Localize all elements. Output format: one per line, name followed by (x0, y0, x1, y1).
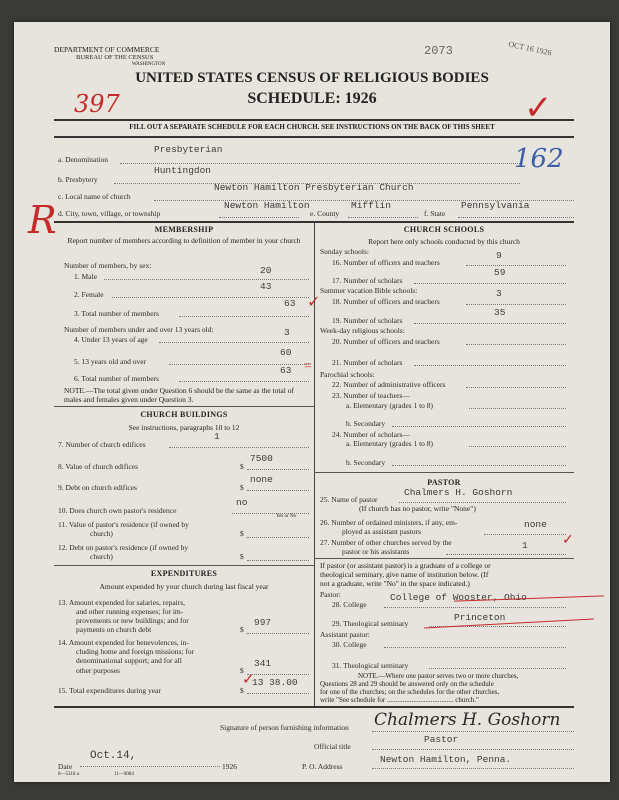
q26-label-a: 26. Number of ordained ministers, if any, em- (320, 518, 458, 527)
official-title-value: Pastor (424, 734, 459, 745)
q22-label: 22. Number of administrative officers (332, 380, 446, 389)
schools-title: CHURCH SCHOOLS (403, 225, 485, 234)
pastor-head-label: Pastor: (320, 590, 341, 599)
q13-dollar: $ (240, 625, 244, 634)
q15-label: 15. Total expenditures during year (58, 686, 161, 695)
q24b-label: b. Secondary (346, 458, 386, 467)
instruction-line: FILL OUT A SEPARATE SCHEDULE FOR EACH CHURCH. SEE INSTRUCTIONS ON THE BACK OF THIS SHEET (129, 123, 495, 131)
q13-label-c: provements or new buildings; and for (76, 616, 189, 625)
q13-label-d: payments on church debt (76, 625, 152, 634)
q15-value: 13 38.00 (252, 677, 298, 688)
date-year: 1926 (222, 762, 237, 771)
signature-label: Signature of person furnishing information (220, 723, 349, 732)
q2-label: 2. Female (74, 290, 104, 299)
q21-label: 21. Number of scholars (332, 358, 403, 367)
county-label: e. County (310, 209, 340, 218)
q14-label-b: cluding home and foreign missions; for (76, 647, 195, 656)
q8-value: 7500 (250, 453, 273, 464)
q6-marks: = (304, 359, 312, 374)
q9-dollar: $ (240, 483, 244, 492)
county-value: Mifflin (351, 200, 391, 211)
q3-label: 3. Total number of members (74, 309, 159, 318)
q14-label-d: other purposes (76, 666, 120, 675)
state-label: f. State (424, 209, 446, 218)
q17-label: 17. Number of scholars (332, 276, 403, 285)
q16-value: 9 (496, 250, 502, 261)
hand-r: R (28, 198, 57, 242)
weekday-label: Week-day religious schools: (320, 326, 405, 335)
q10-label: 10. Does church own pastor's residence (58, 506, 177, 515)
q15-dollar: $ (240, 686, 244, 695)
q27-value: 1 (522, 540, 528, 551)
q11-dollar: $ (240, 529, 244, 538)
q20-label: 20. Number of officers and teachers (332, 337, 440, 346)
q7-label: 7. Number of church edifices (58, 440, 146, 449)
q26-label-b: ployed as assistant pastors (342, 527, 421, 536)
q23b-label: b. Secondary (346, 419, 386, 428)
form-number: 8—5318 a (58, 772, 79, 777)
schedule-title: SCHEDULE: 1926 (247, 90, 377, 107)
age-head-label: Number of members under and over 13 years old: (64, 325, 214, 334)
presbytery-value: Huntingdon (154, 165, 212, 176)
q7-value: 1 (214, 431, 220, 442)
pastor-note-b: Questions 28 and 29 should be answered only on the schedule (320, 680, 494, 688)
q3-check: ✓ (307, 294, 321, 311)
state-value: Pennsylvania (461, 200, 530, 211)
q13-label-b: and other running expenses; for im- (76, 607, 184, 616)
q6-value: 63 (280, 365, 292, 376)
summer-label: Summer vacation Bible schools: (320, 286, 418, 295)
q18-value: 3 (496, 288, 502, 299)
q14-label-c: denominational support; and for all (76, 656, 182, 665)
print-number: 11—9084 (114, 772, 134, 777)
q23-label: 23. Number of teachers— (332, 391, 410, 400)
q8-label: 8. Value of church edifices (58, 462, 139, 471)
sunday-label: Sunday schools: (320, 247, 369, 256)
check-mark: ✓ (524, 90, 553, 127)
city-town-label: d. City, town, village, or township (58, 209, 161, 218)
q12-label-b: church) (90, 552, 113, 561)
census-form (14, 22, 610, 782)
grad-text-c: not a graduate, write "No" in the space indicated.) (320, 579, 470, 588)
bureau-label: BUREAU OF THE CENSUS (76, 54, 154, 61)
q1-label: 1. Male (74, 272, 97, 281)
serial-number: 2073 (424, 44, 453, 58)
q25-label: 25. Name of pastor (320, 495, 378, 504)
dept-label: DEPARTMENT OF COMMERCE (54, 45, 160, 54)
q29-label: 29. Theological seminary (332, 619, 409, 628)
membership-subtitle: Report number of members according to definition of member in your church (67, 236, 301, 245)
yes-no-hint: Yes or No (276, 514, 297, 519)
schools-subtitle: Report here only schools conducted by this church (368, 237, 520, 246)
q15-check: ✓ (242, 672, 255, 688)
q9-value: none (250, 474, 273, 485)
hand-number: 397 (74, 90, 120, 118)
pastor-note-d: write "See schedule for ...................................... church." (320, 696, 479, 704)
q9-label: 9. Debt on church edifices (58, 483, 137, 492)
q24-label: 24. Number of scholars— (332, 430, 410, 439)
q13-label-a: 13. Amount expended for salaries, repairs, (58, 598, 186, 607)
q28-value: College of Wooster, Ohio (390, 592, 527, 603)
expenditures-title: EXPENDITURES (150, 569, 218, 578)
city-town-value: Newton Hamilton (224, 200, 310, 211)
q19-label: 19. Number of scholars (332, 316, 403, 325)
q4-label: 4. Under 13 years of age (74, 335, 148, 344)
q12-dollar: $ (240, 552, 244, 561)
q5-label: 5. 13 years old and over (74, 357, 147, 366)
local-name-value: Newton Hamilton Presbyterian Church (214, 182, 414, 193)
q18-label: 18. Number of officers and teachers (332, 297, 440, 306)
q28-label: 28. College (332, 600, 367, 609)
received-stamp: OCT 16 1926 (507, 39, 553, 58)
q29-value: Princeton (454, 612, 506, 623)
buildings-title: CHURCH BUILDINGS (140, 410, 228, 419)
q17-value: 59 (494, 267, 506, 278)
signature-value: Chalmers H. Goshorn (374, 710, 561, 730)
hand-162: 162 (514, 144, 564, 174)
parochial-label: Parochial schools: (320, 370, 375, 379)
q24a-label: a. Elementary (grades 1 to 8) (346, 439, 434, 448)
expenditures-subtitle: Amount expended by your church during last fiscal year (99, 582, 269, 591)
q1-value: 20 (260, 265, 272, 276)
form-title: UNITED STATES CENSUS OF RELIGIOUS BODIES (135, 70, 489, 86)
q30-label: 30. College (332, 640, 367, 649)
denomination-value: Presbyterian (154, 144, 223, 155)
po-address-label: P. O. Address (302, 762, 343, 771)
q25-value: Chalmers H. Goshorn (404, 487, 513, 498)
q31-label: 31. Theological seminary (332, 661, 409, 670)
pastor-title: PASTOR (427, 478, 461, 487)
grad-text-a: If pastor (or assistant pastor) is a graduate of a college or (320, 561, 491, 570)
q8-dollar: $ (240, 462, 244, 471)
q11-label-b: church) (90, 529, 113, 538)
q5-value: 60 (280, 347, 292, 358)
city-label: WASHINGTON (132, 62, 166, 67)
q23a-label: a. Elementary (grades 1 to 8) (346, 401, 434, 410)
date-value: Oct.14, (90, 750, 137, 762)
q16-label: 16. Number of officers and teachers (332, 258, 440, 267)
q26-value: none (524, 519, 547, 530)
q6-label: 6. Total number of members (74, 374, 159, 383)
q4-value: 3 (284, 327, 290, 338)
q3-value: 63 (284, 298, 296, 309)
presbytery-label: b. Presbytery (58, 175, 98, 184)
q14-value: 341 (254, 658, 272, 669)
membership-title: MEMBERSHIP (154, 225, 214, 234)
assistant-label: Assistant pastor: (320, 630, 370, 639)
q13-value: 997 (254, 617, 272, 628)
q14-dollar: $ (240, 666, 244, 675)
q14-label-a: 14. Amount expended for benevolences, in- (58, 638, 190, 647)
by-sex-label: Number of members, by sex: (64, 261, 152, 270)
q27-check: ✓ (562, 533, 574, 548)
q2-value: 43 (260, 281, 272, 292)
date-label: Date (58, 762, 73, 771)
q12-label-a: 12. Debt on pastor's residence (if owned by (58, 543, 189, 552)
grad-text-b: theological seminary, give name of institution below. (If (320, 570, 489, 579)
buildings-subtitle: See instructions, paragraphs 10 to 12 (128, 423, 240, 432)
membership-note: NOTE.—The total given under Question 6 should be the same as the total of males and females given under Question 3. (64, 386, 294, 404)
q10-value: no (236, 497, 248, 508)
local-name-label: c. Local name of church (58, 192, 131, 201)
q27-label-b: pastor or his assistants (342, 547, 410, 556)
po-address-value: Newton Hamilton, Penna. (380, 754, 512, 765)
q27-label-a: 27. Number of other churches served by the (320, 538, 452, 547)
denomination-label: a. Denomination (58, 155, 108, 164)
pastor-note-c: for one of the churches; on the schedules for the other churches, (320, 688, 500, 696)
q11-label-a: 11. Value of pastor's residence (if owned by (58, 520, 189, 529)
q19-value: 35 (494, 307, 506, 318)
official-title-label: Official title (314, 742, 351, 751)
pastor-note-a: NOTE.—Where one pastor serves two or more churches, (358, 672, 519, 680)
q25-note: (If church has no pastor, write "None") (359, 504, 476, 513)
